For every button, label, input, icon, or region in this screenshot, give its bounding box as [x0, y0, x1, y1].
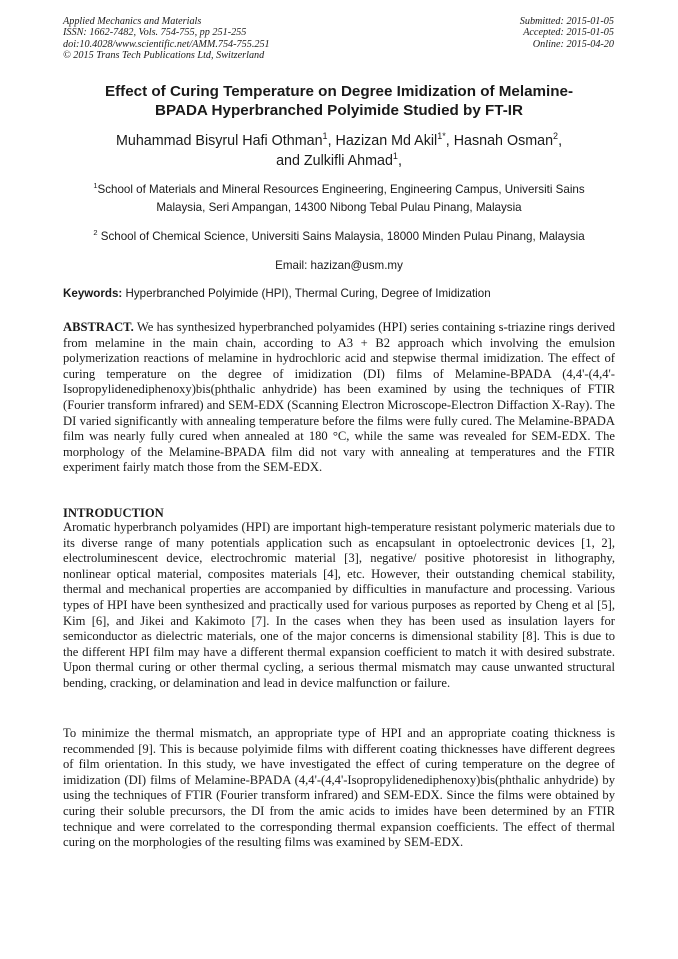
- journal-name: Applied Mechanics and Materials: [63, 16, 202, 27]
- affiliation-2: [63, 228, 615, 246]
- keywords-label: Keywords:: [63, 287, 123, 300]
- affiliation-1-mark: 1: [93, 181, 98, 191]
- doi-line: doi:10.4028/www.scientific.net/AMM.754-755.251: [63, 38, 270, 50]
- submitted-date: Submitted: 2015-01-05: [519, 16, 614, 27]
- authors-line-1: Muhammad Bisyrul Hafi Othman$^1$, Hazizan Md Akil$^{1*}$, Hasnah Osman$^2$,: [115, 131, 563, 149]
- author-2-affil-mark: 1*: [437, 131, 446, 142]
- accepted-date: Accepted: 2015-01-05: [523, 27, 614, 39]
- keywords-line: [63, 285, 615, 302]
- affiliation-1-text-1: School of Materials and Mineral Resources Engineering, Engineering Campus, Universiti Sains: [97, 183, 585, 196]
- affiliation-1-line-1: [63, 181, 615, 199]
- author-1-affil-mark: 1: [322, 131, 328, 142]
- author-list: [63, 131, 615, 171]
- authors-and: and: [276, 153, 300, 169]
- author-3-affil-mark: 2: [553, 131, 559, 142]
- paper-title: [63, 83, 615, 120]
- corresponding-email: Email: hazizan@usm.my: [275, 259, 403, 272]
- journal-meta: [63, 16, 270, 62]
- author-4-affil-mark: 1: [392, 151, 398, 162]
- affiliation-1-line-2: Malaysia, Seri Ampangan, 14300 Nibong Tebal Pulau Pinang, Malaysia: [156, 200, 522, 214]
- affiliation-2-mark: 2: [93, 228, 98, 238]
- title-line-1: Effect of Curing Temperature on Degree Imidization of Melamine-: [104, 83, 574, 100]
- publication-dates: [520, 16, 614, 50]
- affiliation-2-text: School of Chemical Science, Universiti Sains Malaysia, 18000 Minden Pulau Pinang, Malaysia: [100, 230, 585, 243]
- author-3-name: Hasnah Osman: [453, 133, 554, 149]
- online-date: Online: 2015-04-20: [532, 38, 614, 50]
- introduction-heading: INTRODUCTION: [63, 506, 164, 520]
- introduction-paragraph-1: Aromatic hyperbranch polyamides (HPI) are important high-temperature resistant polymeric materials due to its diverse range of many potentials application such as encapsulant in optoelectronic devices [1, 2], electroluminescent device, electrochromic material [3], negative/ positive photoresist in lithography, nonlinear optical material, composites materials [4], etc. However, their outstanding chemical stability, thermal and mechanical properties are accompanied by difficulties in manufacture and processing. Various types of HPI have been synthesized and practically used for various purposes as reported by Cheng et al [5], Kim [6], and Jikei and Kakimoto [7]. In the cases when they has been used as insulation layers for semiconductor as dielectric materials, one of the major concerns is dimensional stability [8]. This is due to the different HPI film may have a different thermal expansion coefficient to match it with desired substrate. Upon thermal curing or other thermal cycling, a serious thermal mismatch may cause unwanted structural bending, cracking, or delamination and lead in device malfunction or failure.: [63, 520, 615, 690]
- authors-line-2: and Zulkifli Ahmad$^1$,: [276, 151, 402, 169]
- copyright-line: © 2015 Trans Tech Publications Ltd, Switzerland: [63, 50, 265, 62]
- abstract-text: We has synthesized hyperbranched polyamides (HPI) series containing s-triazine rings derived from melamine in the main chain, according to A3 + B2 approach which involving the emulsion polymerization reactions of melamine in hydrochloric acid and stepwise thermal imidization. The effect of curing temperature on the degree of imidization (DI) films of Melamine-BPADA (4,4'-(4,4'-Isopropylidenediphenoxy)bis(phthalic anhydride) has been examined by using the techniques of FTIR (Fourier transform infrared) and SEM-EDX (Scanning Electron Microscope-Electron Diffaction X-Ray). The DI varied significantly with annealing temperature before the films were fully cured. The Melamine-BPADA film was nearly fully cured when annealed at 180 °C, while the same was revealed for SEM-EDX. The morphology of the Melamine-BPADA film did not vary with annealing at temperatures and the FTIR experiment fairly match those from the SEM-EDX.: [63, 320, 616, 475]
- keywords-text: Hyperbranched Polyimide (HPI), Thermal Curing, Degree of Imidization: [125, 287, 491, 300]
- abstract-paragraph: [63, 320, 615, 476]
- title-line-2: BPADA Hyperbranched Polyimide Studied by FT-IR: [155, 101, 523, 119]
- issn-line: ISSN: 1662-7482, Vols. 754-755, pp 251-255: [63, 27, 247, 39]
- abstract-label: ABSTRACT.: [63, 320, 134, 334]
- introduction-paragraph-2: To minimize the thermal mismatch, an appropriate type of HPI and an appropriate coating thickness is recommended [9]. This is because polyimide films with different coating thicknesses have different degrees of film orientation. In this study, we have investigated the effect of curing temperature on the degree of imidization (DI) films of Melamine-BPADA (4,4'-(4,4'-Isopropylidenediphenoxy)bis(phthalic anhydride) by using the techniques of FTIR (Fourier transform infrared) and SEM-EDX. Since the films were obtained by curing their soluble precursors, the DI from the amic acids to imides have been determined by an FTIR technique and were correlated to the corresponding thermal expansion coefficients. The effect of thermal curing on the morphologies of the resulting films was examined by SEM-EDX.: [63, 726, 615, 850]
- author-1-name: Muhammad Bisyrul Hafi Othman: [115, 133, 323, 149]
- author-2-name: Hazizan Md Akil: [335, 133, 438, 149]
- affiliation-1: [63, 181, 615, 216]
- author-4-name: Zulkifli Ahmad: [303, 153, 393, 169]
